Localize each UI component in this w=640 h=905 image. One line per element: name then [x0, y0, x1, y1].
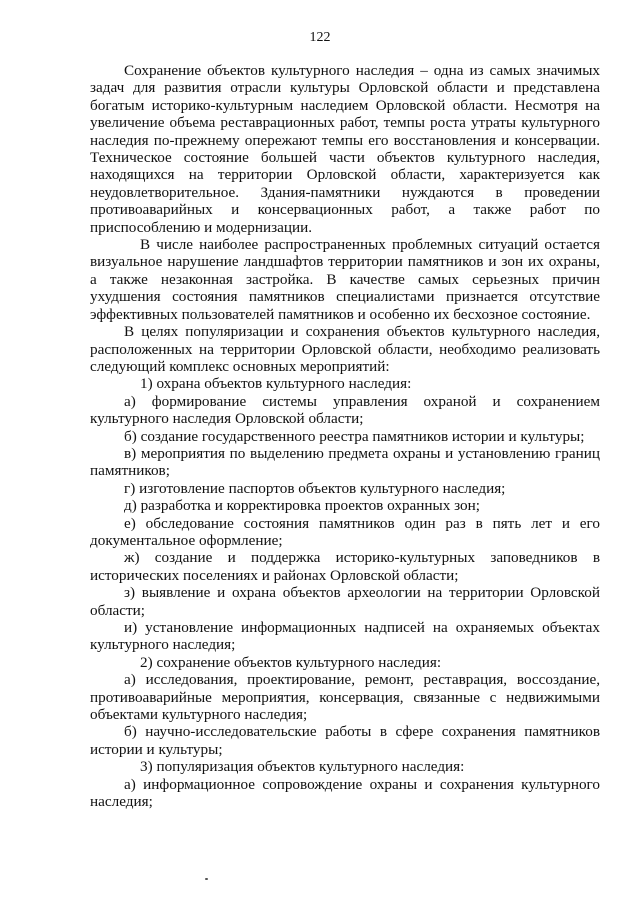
paragraph: В целях популяризации и сохранения объектов культурного наследия, расположенных на территории Орловской области, необходимо реализовать следующий комплекс основных мероприятий:: [90, 323, 600, 375]
list-item: а) информационное сопровождение охраны и сохранения культурного наследия;: [90, 775, 600, 811]
list-heading: 2) сохранение объектов культурного наследия:: [140, 653, 442, 671]
list-item: б) создание государственного реестра памятников истории и культуры;: [124, 427, 585, 445]
paragraph: В числе наиболее распространенных проблемных ситуаций остается визуальное нарушение ландшафтов территории памятников и зон их охраны, а также незаконная застройка. В качестве самых серьезных причин ухудшения состояния памятников специалистами признается отсутствие эффективных пользователей памятников и особенно их бесхозное состояние.: [90, 236, 600, 323]
list-item: б) научно-исследовательские работы в сфере сохранения памятников истории и культуры;: [90, 723, 600, 758]
list-item: е) обследование состояния памятников один раз в пять лет и его документальное оформление;: [90, 514, 600, 549]
list-item: и) установление информационных надписей на охраняемых объектах культурного наследия;: [90, 619, 600, 654]
list-heading: 3) популяризация объектов культурного наследия:: [140, 758, 465, 776]
list-item: ж) создание и поддержка историко-культурных заповедников в исторических поселениях и районах Орловской области;: [90, 549, 600, 584]
list-item: д) разработка и корректировка проектов охранных зон;: [124, 497, 480, 515]
list-heading: 1) охрана объектов культурного наследия:: [140, 375, 412, 393]
list-item: а) формирование системы управления охраной и сохранением культурного наследия Орловской области;: [90, 392, 600, 428]
document-body: [90, 62, 600, 810]
paragraph: Сохранение объектов культурного наследия – одна из самых значимых задач для развития отрасли культуры Орловской области и представлена богатым историко-культурным наследием Орловской области. Несмотря на увеличение объема реставрационных работ, темпы роста утраты культурного наследия по-прежнему опережают темпы его восстановления и консервации. Техническое состояние большей части объектов культурного наследия, находящихся на территории Орловской области, характеризуется как неудовлетворительное. Здания-памятники нуждаются в проведении противоаварийных и консервационных работ, а также работ по приспособлению и модернизации.: [90, 62, 600, 236]
list-item: г) изготовление паспортов объектов культурного наследия;: [124, 479, 506, 497]
scan-speck: [205, 878, 208, 880]
page-number: 122: [309, 30, 331, 45]
list-item: з) выявление и охрана объектов археологии на территории Орловской области;: [90, 584, 600, 619]
list-item: а) исследования, проектирование, ремонт, реставрация, воссоздание, противоаварийные мероприятия, консервация, связанные с недвижимыми объектами культурного наследия;: [90, 671, 600, 724]
list-item: в) мероприятия по выделению предмета охраны и установлению границ памятников;: [90, 444, 600, 480]
